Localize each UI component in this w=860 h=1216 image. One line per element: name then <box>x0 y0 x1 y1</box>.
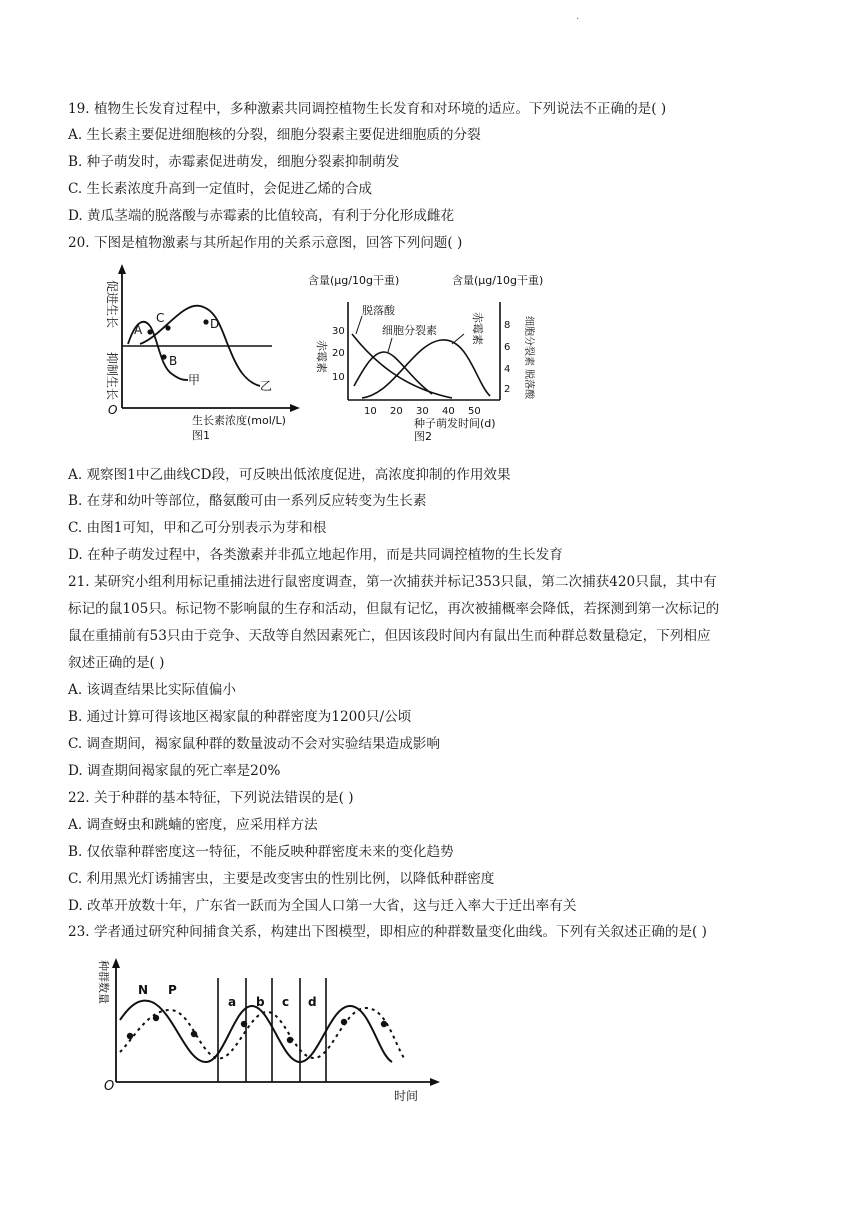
fig2-left-tick-20: 20 <box>332 348 345 359</box>
fig1-point-a: A <box>134 323 143 337</box>
q19-option-b: B. 种子萌发时，赤霉素促进萌发，细胞分裂素抑制萌发 <box>68 154 400 170</box>
q22-option-b: B. 仅依靠种群密度这一特征，不能反映种群密度未来的变化趋势 <box>68 844 454 860</box>
q23-line-a: a <box>228 995 237 1009</box>
fig2-caption: 图2 <box>414 430 432 443</box>
fig2-x-tick-50: 50 <box>468 406 481 417</box>
q20-option-a: A. 观察图1中乙曲线CD段，可反映出低浓度促进，高浓度抑制的作用效果 <box>68 467 511 483</box>
q22-option-d: D. 改革开放数十年，广东省一跃而为全国人口第一大省，这与迁入率大于迁出率有关 <box>68 898 577 914</box>
q23-origin: O <box>104 1079 115 1094</box>
fig2-x-tick-40: 40 <box>442 406 455 417</box>
fig2-x-tick-20: 20 <box>390 406 403 417</box>
q20-figure-2 <box>304 272 564 444</box>
q22-stem: 22. 关于种群的基本特征，下列说法错误的是( ) <box>68 790 354 806</box>
q20-figure-1 <box>92 262 302 444</box>
q20-option-b: B. 在芽和幼叶等部位，酪氨酸可由一系列反应转变为生长素 <box>68 493 427 509</box>
fig2-left-tick-30: 30 <box>332 326 345 337</box>
header-mark: · <box>576 14 580 25</box>
fig1-xlabel: 生长素浓度(mol/L) <box>192 414 286 427</box>
q21-option-b: B. 通过计算可得该地区褐家鼠的种群密度为1200只/公顷 <box>68 709 412 725</box>
q21-stem-line-2: 标记的鼠105只。标记物不影响鼠的生存和活动，但鼠有记忆，再次被捕概率会降低，若探测到第一次标记的 <box>68 601 720 617</box>
fig1-caption: 图1 <box>192 429 210 442</box>
fig2-curve-cytokinin: 细胞分裂素 <box>382 324 437 337</box>
fig2-right-tick-6: 6 <box>504 342 511 353</box>
fig1-curve-yi: 乙 <box>260 379 273 393</box>
fig1-curve-jia: 甲 <box>188 373 201 387</box>
fig1-y-up-label: 促进生长 <box>105 280 119 329</box>
q20-option-c: C. 由图1可知，甲和乙可分别表示为芽和根 <box>68 520 327 536</box>
fig1-y-down-label: 抑制生长 <box>105 352 119 401</box>
q21-stem-line-4: 叙述正确的是( ) <box>68 655 165 671</box>
fig2-x-tick-10: 10 <box>364 406 377 417</box>
fig2-right-tick-2: 2 <box>504 384 511 395</box>
q19-option-c: C. 生长素浓度升高到一定值时，会促进乙烯的合成 <box>68 181 373 197</box>
fig1-point-d: D <box>210 317 220 331</box>
q23-peak-n: N <box>138 983 149 997</box>
q22-option-c: C. 利用黑光灯诱捕害虫，主要是改变害虫的性别比例，以降低种群密度 <box>68 871 495 887</box>
fig1-point-c: C <box>156 311 165 325</box>
fig2-right-axis-name: 细胞分裂素 脱落酸 <box>523 316 534 400</box>
q20-option-d: D. 在种子萌发过程中，各类激素并非孤立地起作用，而是共同调控植物的生长发育 <box>68 547 563 563</box>
fig2-x-tick-30: 30 <box>416 406 429 417</box>
q19-option-a: A. 生长素主要促进细胞核的分裂，细胞分裂素主要促进细胞质的分裂 <box>68 127 481 143</box>
q23-line-b: b <box>256 995 265 1009</box>
q23-stem: 23. 学者通过研究种间捕食关系，构建出下图模型，即相应的种群数量变化曲线。下列有关叙述正确的是( ) <box>68 924 707 940</box>
q21-stem-line-3: 鼠在重捕前有53只由于竞争、天敌等自然因素死亡，但因该段时间内有鼠出生而种群总数量稳定，下列相应 <box>68 628 711 644</box>
q23-figure <box>94 954 454 1104</box>
q22-option-a: A. 调查蚜虫和跳蝻的密度，应采用样方法 <box>68 817 318 833</box>
q23-xlabel: 时间 <box>394 1089 419 1103</box>
q21-option-a: A. 该调查结果比实际值偏小 <box>68 682 236 698</box>
fig1-origin: O <box>108 403 118 417</box>
q23-ylabel: 种群数量 <box>97 960 110 1004</box>
fig2-right-tick-4: 4 <box>504 364 511 375</box>
fig2-curve-aba: 脱落酸 <box>362 304 395 317</box>
q23-peak-p: P <box>168 983 177 997</box>
q21-option-c: C. 调查期间，褐家鼠种群的数量波动不会对实验结果造成影响 <box>68 736 440 752</box>
fig2-ylabel-right: 含量(μg/10g干重) <box>452 274 544 287</box>
fig2-xlabel: 种子萌发时间(d) <box>414 417 496 430</box>
fig2-curve-ga: 赤霉素 <box>471 312 484 345</box>
q21-option-d: D. 调查期间褐家鼠的死亡率是20% <box>68 763 281 779</box>
q19-option-d: D. 黄瓜茎端的脱落酸与赤霉素的比值较高，有利于分化形成雌花 <box>68 208 455 224</box>
fig2-left-axis-name: 赤霉素 <box>315 340 328 373</box>
q23-line-d: d <box>308 995 317 1009</box>
q23-line-c: c <box>282 995 290 1009</box>
fig1-point-b: B <box>169 354 178 368</box>
q20-stem: 20. 下图是植物激素与其所起作用的关系示意图，回答下列问题( ) <box>68 235 463 251</box>
fig2-ylabel-left: 含量(μg/10g干重) <box>308 274 400 287</box>
q19-stem: 19. 植物生长发育过程中，多种激素共同调控植物生长发育和对环境的适应。下列说法不正确的是( ) <box>68 101 667 117</box>
fig2-right-tick-8: 8 <box>504 320 511 331</box>
fig2-left-tick-10: 10 <box>332 372 345 383</box>
q21-stem-line-1: 21. 某研究小组利用标记重捕法进行鼠密度调查，第一次捕获并标记353只鼠，第二次捕获420只鼠，其中有 <box>68 574 717 590</box>
